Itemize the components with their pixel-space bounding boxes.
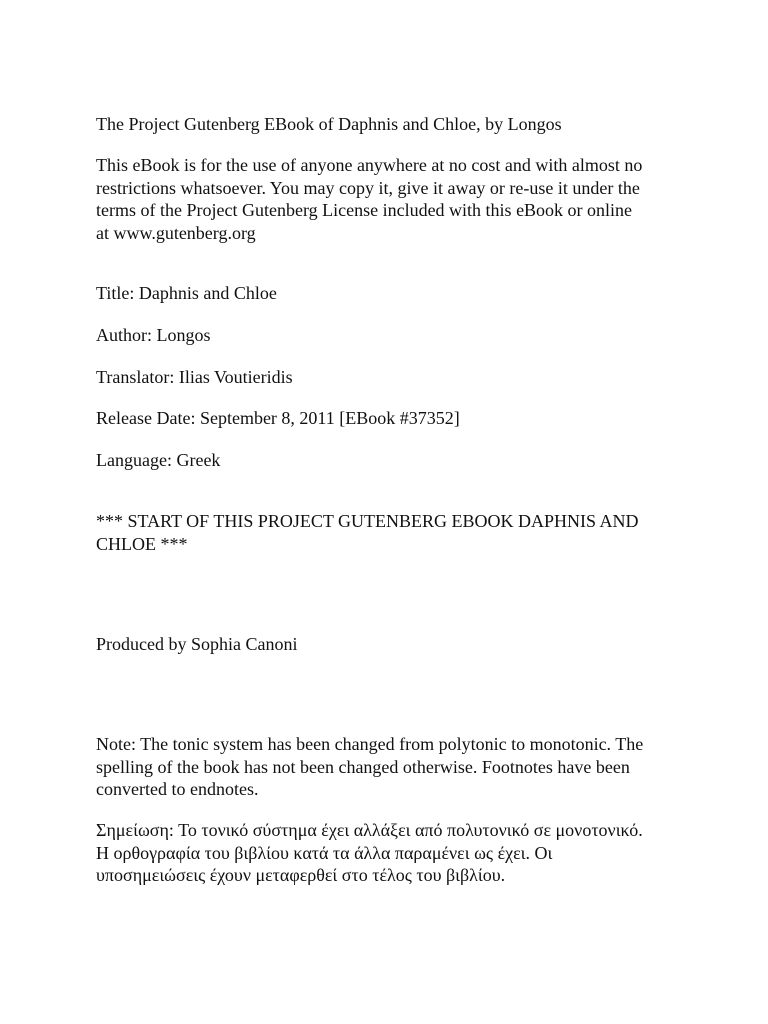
note-greek (96, 819, 686, 887)
title-field: Title: Daphnis and Chloe (96, 283, 277, 303)
note-english-line: converted to endnotes. (96, 779, 259, 799)
start-marker-line: CHLOE *** (96, 533, 188, 554)
translator-field: Translator: Ilias Voutieridis (96, 367, 293, 387)
license-line: restrictions whatsoever. You may copy it, give it away or re-use it under the (96, 177, 640, 198)
start-marker (96, 510, 686, 555)
note-greek-line: υποσημειώσεις έχουν μεταφερθεί στο τέλος του βιβλίου. (96, 865, 506, 885)
author-field: Author: Longos (96, 325, 211, 345)
ebook-header-line: The Project Gutenberg EBook of Daphnis and Chloe, by Longos (96, 114, 562, 134)
note-english-line: Note: The tonic system has been changed from polytonic to monotonic. The (96, 734, 644, 754)
note-english (96, 733, 686, 801)
note-english-line: spelling of the book has not been changed otherwise. Footnotes have been (96, 756, 630, 777)
license-paragraph (96, 154, 686, 244)
license-line: This eBook is for the use of anyone anywhere at no cost and with almost no (96, 155, 643, 175)
language-field: Language: Greek (96, 450, 221, 470)
start-marker-line: *** START OF THIS PROJECT GUTENBERG EBOOK DAPHNIS AND (96, 511, 639, 531)
note-greek-line: Η ορθογραφία του βιβλίου κατά τα άλλα παραμένει ως έχει. Οι (96, 842, 553, 863)
note-greek-line: Σημείωση: Το τονικό σύστημα έχει αλλάξει από πολυτονικό σε μονοτονικό. (96, 820, 643, 840)
release-date-field: Release Date: September 8, 2011 [EBook #37352] (96, 408, 460, 428)
producer-credit: Produced by Sophia Canoni (96, 634, 298, 654)
license-line: at www.gutenberg.org (96, 222, 256, 243)
license-line: terms of the Project Gutenberg License included with this eBook or online (96, 200, 633, 220)
